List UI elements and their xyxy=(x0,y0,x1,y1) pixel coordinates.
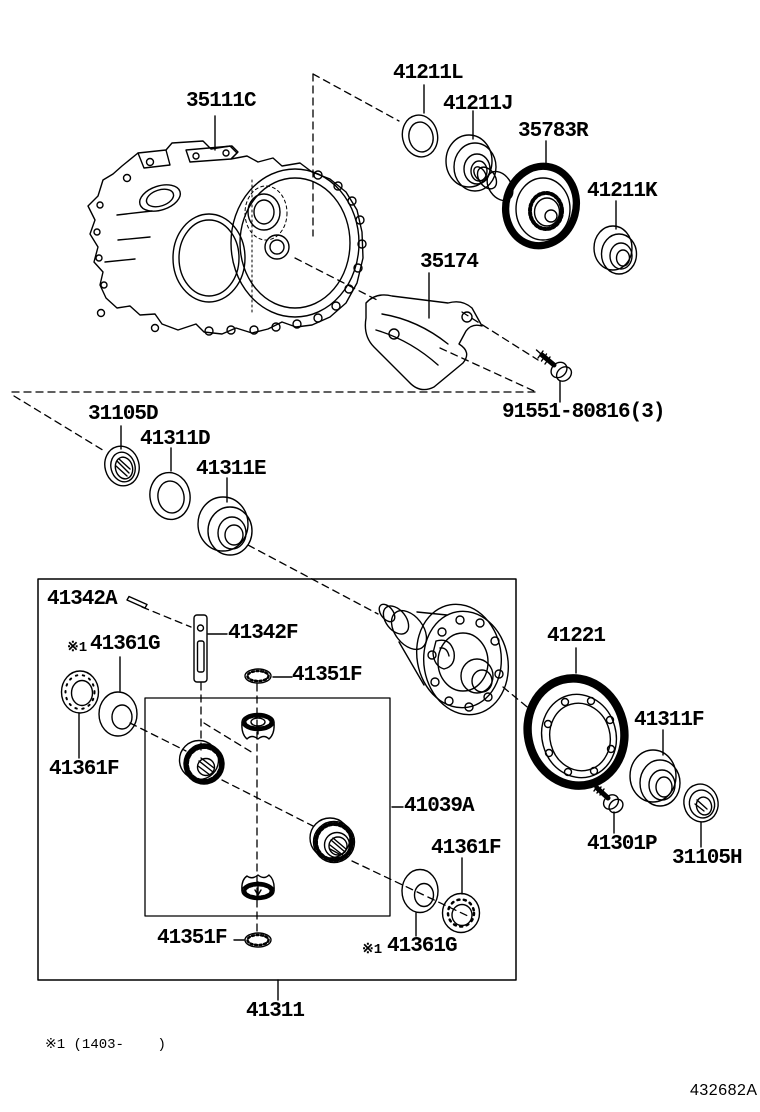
part-label-41361f-lower: 41361F xyxy=(431,837,501,860)
part-label-41351f-lower: 41351F xyxy=(157,927,227,950)
bearing-cover-drawing-35174 xyxy=(365,295,482,390)
part-label-41361f-upper-left: 41361F xyxy=(49,758,119,781)
bearing-drawing-41311f xyxy=(630,750,680,806)
washer-drawing-41361f-upper xyxy=(62,671,99,713)
bolt-drawing-41301p xyxy=(593,784,626,815)
part-label-35783r: 35783R xyxy=(518,120,588,143)
pin-drawing-41342a xyxy=(127,597,147,609)
part-label-35111c: 35111C xyxy=(186,90,256,113)
part-label-41311e: 41311E xyxy=(196,458,266,481)
ring-drawing-41311d xyxy=(146,469,194,522)
thrust-washer-drawing-41351f-upper xyxy=(245,669,271,683)
part-label-41311f: 41311F xyxy=(634,709,704,732)
part-label-91551-80816: 91551-80816(3) xyxy=(502,401,665,424)
part-label-41211k: 41211K xyxy=(587,180,657,203)
figure-code: 432682A xyxy=(690,1082,758,1099)
side-gear-drawing xyxy=(310,818,355,863)
washer-drawing-41361g-upper xyxy=(99,692,137,736)
differential-case-drawing xyxy=(376,597,516,721)
note-ref-lower: ※1 xyxy=(362,942,383,958)
part-label-41361g-upper: 41361G xyxy=(90,633,160,656)
washer-drawing-41361g-lower xyxy=(402,870,438,913)
bevel-gear-bottom-drawing xyxy=(242,875,274,900)
part-label-41361g-lower: 41361G xyxy=(387,935,457,958)
part-label-41211l: 41211L xyxy=(393,62,463,85)
part-label-41039a: 41039A xyxy=(404,795,474,818)
part-label-41211j: 41211J xyxy=(443,93,513,116)
part-label-41342f: 41342F xyxy=(228,622,298,645)
bearing-drawing-41211j xyxy=(446,135,496,191)
part-label-41301p: 41301P xyxy=(587,833,657,856)
part-label-41221: 41221 xyxy=(547,625,606,648)
counter-driven-gear-drawing-35783r xyxy=(471,155,589,258)
bevel-gear-top-drawing xyxy=(242,714,274,740)
pinion-shaft-drawing-41342f xyxy=(194,615,207,682)
part-label-31105d: 31105D xyxy=(88,403,158,426)
oil-seal-drawing-31105h xyxy=(680,780,723,826)
thrust-washer-drawing-41351f-lower xyxy=(245,933,271,947)
oil-seal-drawing-31105d xyxy=(100,442,143,489)
spider-pinion-gear-drawing xyxy=(180,741,225,785)
bolt-drawing-91551 xyxy=(537,350,575,384)
part-label-31105h: 31105H xyxy=(672,847,742,870)
part-label-41311: 41311 xyxy=(246,1000,305,1023)
part-label-35174: 35174 xyxy=(420,251,479,274)
part-label-41342a: 41342A xyxy=(47,588,117,611)
inner-box xyxy=(145,698,390,916)
part-label-41351f-upper: 41351F xyxy=(292,664,362,687)
bearing-drawing-41311e xyxy=(198,497,252,555)
footnote-applicability: ※1 (1403- ) xyxy=(45,1037,166,1053)
note-ref-upper: ※1 xyxy=(67,640,88,656)
ring-gear-drawing-41221 xyxy=(511,663,640,801)
oil-seal-drawing-41211l xyxy=(399,112,442,160)
bearing-drawing-41211k xyxy=(594,226,637,274)
part-label-41311d: 41311D xyxy=(140,428,210,451)
transaxle-case-drawing xyxy=(88,141,366,335)
